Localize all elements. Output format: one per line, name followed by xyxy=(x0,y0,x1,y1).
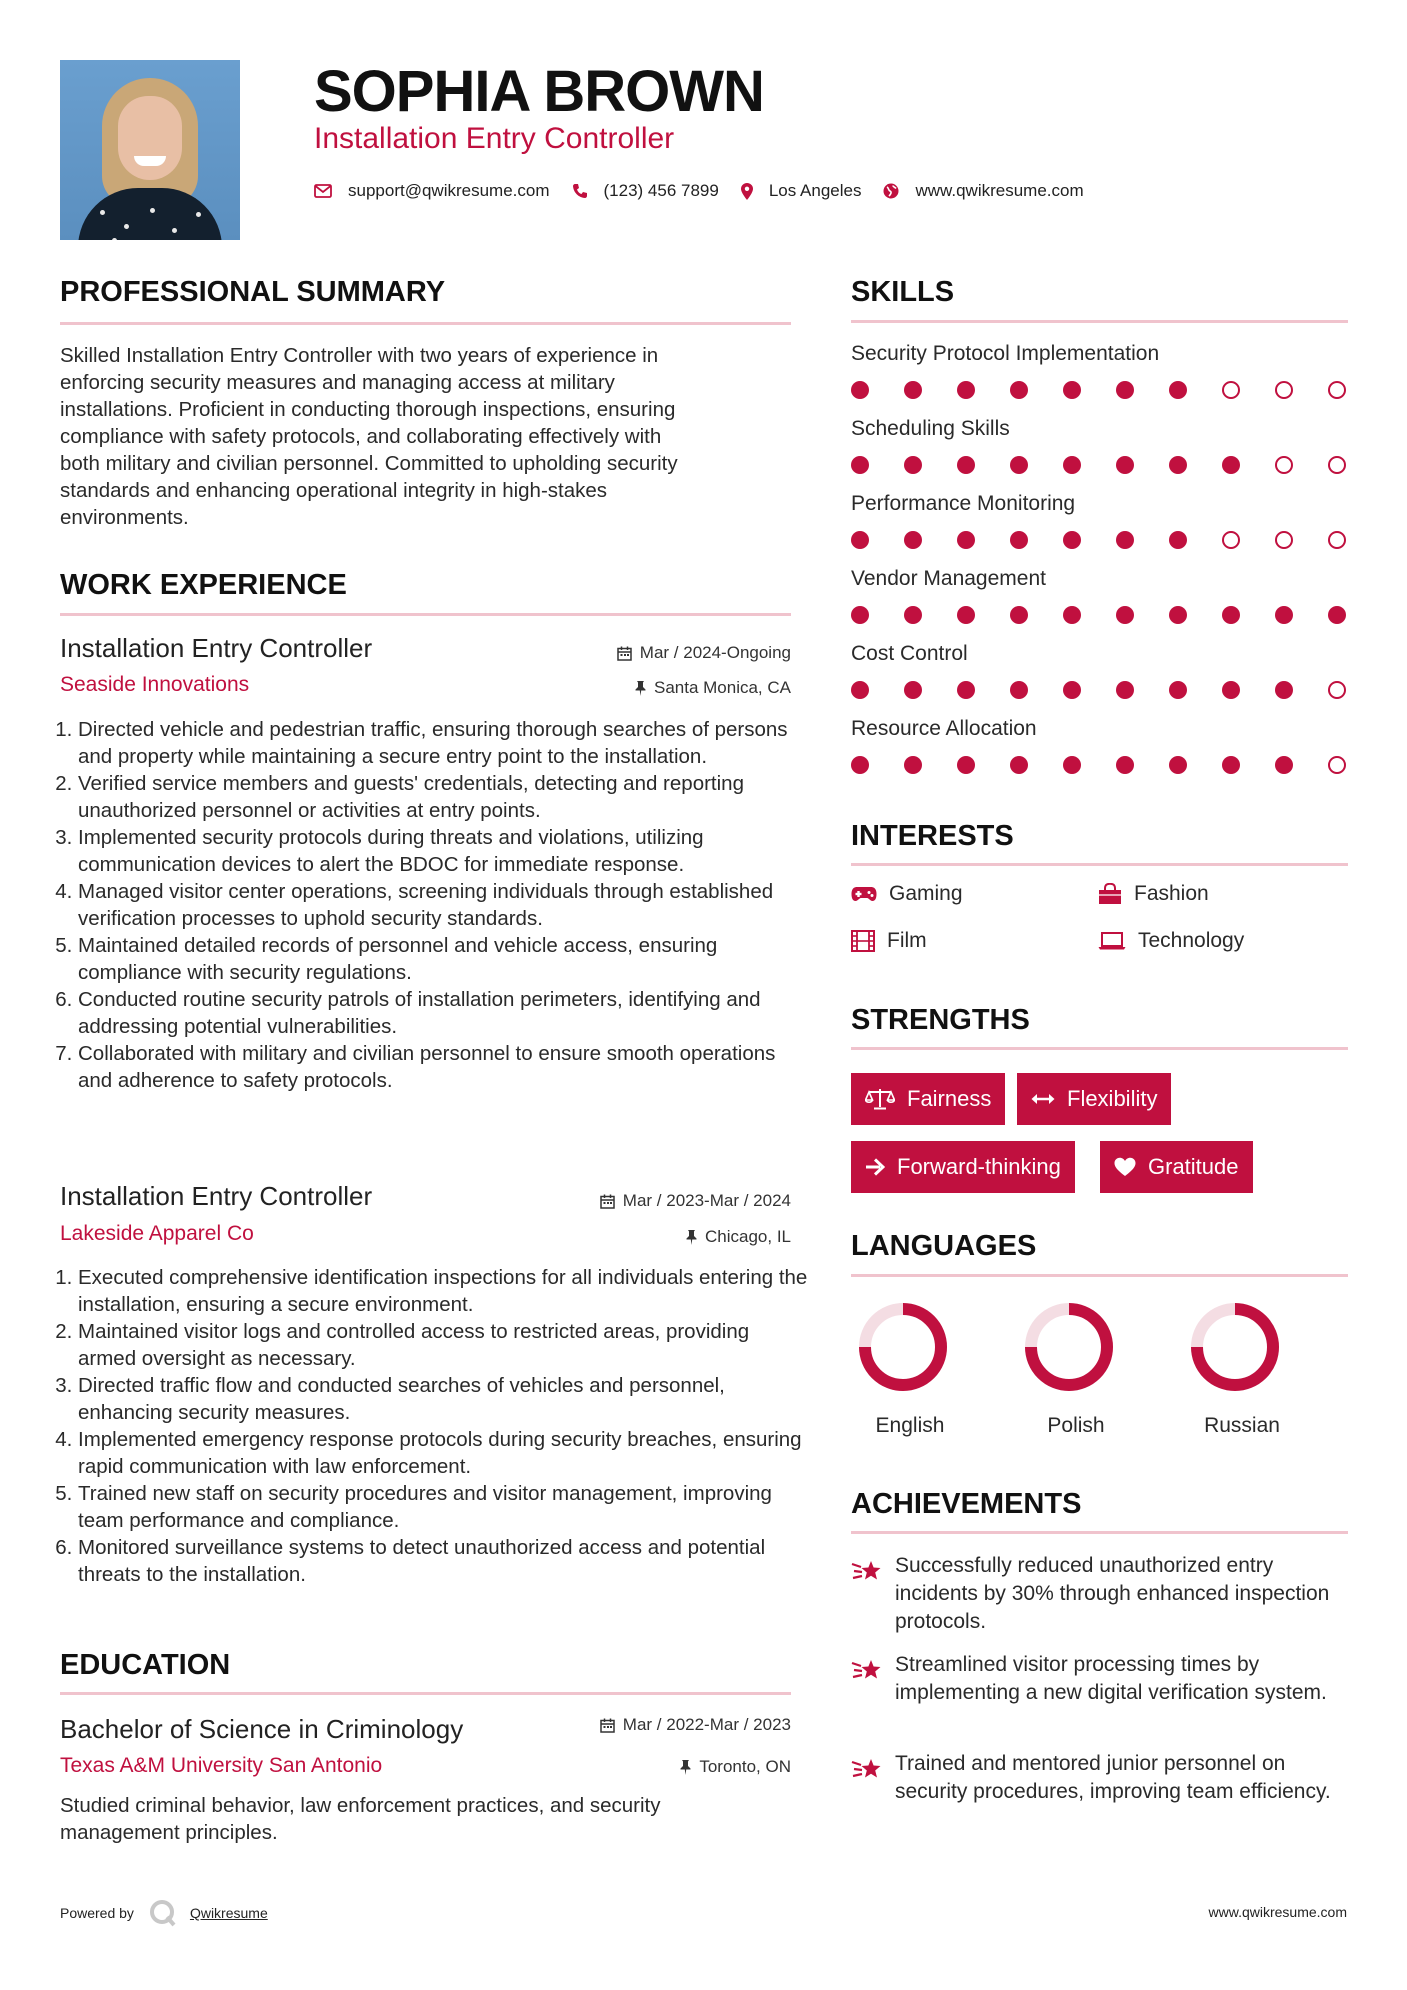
skill-dot-empty xyxy=(1328,381,1346,399)
list-item: 3. Directed traffic flow and conducted searches of vehicles and personnel, enhancing security measures. xyxy=(78,1372,808,1426)
job-title: Installation Entry Controller xyxy=(60,1181,373,1211)
language-ring-polish xyxy=(1024,1302,1114,1392)
calendar-icon xyxy=(617,646,632,661)
education-heading: EDUCATION xyxy=(60,1649,231,1681)
skill-dot-filled xyxy=(904,531,922,549)
languages-divider xyxy=(851,1274,1348,1277)
achievements-divider xyxy=(851,1531,1348,1534)
skill-dot-filled xyxy=(1222,681,1240,699)
interest-label: Fashion xyxy=(1134,882,1209,905)
skill-dot-empty xyxy=(1328,756,1346,774)
education-dates: Mar / 2022-Mar / 2023 xyxy=(480,1715,791,1735)
skill-name: Resource Allocation xyxy=(851,717,1037,740)
qwikresume-logo-icon xyxy=(148,1898,178,1928)
skill-dot-filled xyxy=(1222,456,1240,474)
strength-badge-forward-thinking xyxy=(851,1141,1075,1193)
education-description: Studied criminal behavior, law enforcement practices, and security management principles. xyxy=(60,1794,661,1844)
skill-dot-empty xyxy=(1275,456,1293,474)
skills-heading: SKILLS xyxy=(851,276,955,308)
skill-dot-filled xyxy=(1328,606,1346,624)
list-item: 4. Implemented emergency response protocols during security breaches, ensuring rapid communication with law enforcement. xyxy=(78,1426,808,1480)
list-item: 1. Directed vehicle and pedestrian traffic, ensuring thorough searches of persons and property while maintaining a secure entry point to the installation. xyxy=(78,716,808,770)
powered-by-text: Powered by xyxy=(60,1905,134,1921)
qwikresume-link[interactable]: Qwikresume xyxy=(189,1905,268,1921)
phone-text: (123) 456 7899 xyxy=(603,181,719,200)
skill-dot-filled xyxy=(1116,381,1134,399)
job-dates: Mar / 2024-Ongoing xyxy=(500,643,791,663)
achievements-heading: ACHIEVEMENTS xyxy=(851,1488,1082,1520)
contact-email[interactable] xyxy=(314,181,550,201)
interest-item-technology xyxy=(1098,929,1244,953)
skills-divider xyxy=(851,320,1348,323)
summary-heading: PROFESSIONAL SUMMARY xyxy=(60,276,446,308)
job-location: Santa Monica, CA xyxy=(500,678,791,698)
map-pin-icon xyxy=(741,183,753,200)
arrows-horizontal-icon xyxy=(1031,1092,1055,1106)
list-item: 3. Implemented security protocols during threats and violations, utilizing communication devices to alert the BDOC for immediate response. xyxy=(78,824,808,878)
skill-dot-filled xyxy=(1063,381,1081,399)
film-icon xyxy=(851,930,875,952)
skill-dot-filled xyxy=(1010,681,1028,699)
skill-dot-filled xyxy=(957,681,975,699)
skill-dot-empty xyxy=(1222,531,1240,549)
heart-icon xyxy=(1114,1157,1136,1177)
globe-icon xyxy=(883,183,899,199)
language-ring-english xyxy=(858,1302,948,1392)
calendar-icon xyxy=(600,1194,615,1209)
skill-dot-empty xyxy=(1222,381,1240,399)
achievement-item xyxy=(851,1651,1351,1741)
candidate-title: Installation Entry Controller xyxy=(314,122,675,155)
arrow-right-icon xyxy=(865,1158,885,1176)
laptop-icon xyxy=(1098,932,1126,950)
skill-name: Security Protocol Implementation xyxy=(851,342,1160,365)
achievement-text: Successfully reduced unauthorized entry incidents by 30% through enhanced inspection protocols. xyxy=(895,1554,1330,1633)
skill-dot-filled xyxy=(957,756,975,774)
interest-label: Film xyxy=(887,929,927,952)
job-company: Seaside Innovations xyxy=(60,673,250,696)
footer-powered-by xyxy=(60,1898,268,1928)
skill-dot-filled xyxy=(904,606,922,624)
skill-dot-filled xyxy=(904,681,922,699)
skill-dot-filled xyxy=(851,531,869,549)
skill-dot-filled xyxy=(1116,531,1134,549)
skill-dot-filled xyxy=(1169,381,1187,399)
strength-label: Forward-thinking xyxy=(897,1154,1061,1179)
summary-divider xyxy=(60,322,791,325)
degree-title: Bachelor of Science in Criminology xyxy=(60,1714,464,1744)
pushpin-icon xyxy=(635,681,646,696)
shooting-star-icon xyxy=(851,1558,885,1586)
skill-dot-empty xyxy=(1328,531,1346,549)
contact-website[interactable] xyxy=(883,181,1083,201)
strengths-divider xyxy=(851,1047,1348,1050)
skill-dot-empty xyxy=(1328,681,1346,699)
achievement-text: Trained and mentored junior personnel on security procedures, improving team efficiency. xyxy=(895,1752,1331,1803)
language-ring-russian xyxy=(1190,1302,1280,1392)
skill-dot-filled xyxy=(1116,756,1134,774)
skill-dot-filled xyxy=(1010,756,1028,774)
skill-dot-filled xyxy=(851,756,869,774)
experience-heading: WORK EXPERIENCE xyxy=(60,569,347,601)
achievement-text: Streamlined visitor processing times by implementing a new digital verification system. xyxy=(895,1653,1327,1704)
interest-item-gaming xyxy=(851,882,963,906)
skill-dot-filled xyxy=(1169,756,1187,774)
skill-dot-filled xyxy=(1116,456,1134,474)
gamepad-icon xyxy=(851,886,877,902)
list-item: 5. Trained new staff on security procedures and visitor management, improving team performance and compliance. xyxy=(78,1480,808,1534)
skill-name: Scheduling Skills xyxy=(851,417,1010,440)
contact-location xyxy=(741,181,862,201)
skill-name: Vendor Management xyxy=(851,567,1046,590)
skill-dot-filled xyxy=(1063,456,1081,474)
interest-label: Technology xyxy=(1138,929,1245,952)
contact-row xyxy=(314,178,1106,204)
skill-dot-filled xyxy=(1116,606,1134,624)
location-text: Los Angeles xyxy=(768,181,862,200)
skill-dot-filled xyxy=(1063,756,1081,774)
summary-text: Skilled Installation Entry Controller with two years of experience in enforcing security measures and managing access at military installations. Proficient in conducting thorough inspections, ensuring compliance with safety protocols, and collaborating effectively with both military and civilian personnel. Committed to upholding security standards and enhancing operational integrity in high-stakes environments. xyxy=(60,344,678,529)
skill-dot-filled xyxy=(904,381,922,399)
interest-item-fashion xyxy=(1098,882,1209,906)
strength-label: Gratitude xyxy=(1148,1154,1239,1179)
strength-badge-fairness xyxy=(851,1073,1005,1125)
skill-dot-filled xyxy=(851,381,869,399)
interest-label: Gaming xyxy=(889,882,963,905)
list-item: 6. Conducted routine security patrols of installation perimeters, identifying and addressing potential vulnerabilities. xyxy=(78,986,808,1040)
skill-dot-empty xyxy=(1328,456,1346,474)
list-item: 2. Verified service members and guests' credentials, detecting and reporting unauthorized personnel or activities at entry points. xyxy=(78,770,808,824)
skill-dot-filled xyxy=(1169,681,1187,699)
skill-dot-filled xyxy=(1010,456,1028,474)
interest-item-film xyxy=(851,929,927,953)
education-divider xyxy=(60,1692,791,1695)
job-title: Installation Entry Controller xyxy=(60,633,373,663)
skill-dot-filled xyxy=(851,606,869,624)
skill-name: Performance Monitoring xyxy=(851,492,1076,515)
strength-label: Fairness xyxy=(907,1086,992,1111)
skill-dot-filled xyxy=(851,456,869,474)
list-item: 4. Managed visitor center operations, screening individuals through established verification processes to uphold security standards. xyxy=(78,878,808,932)
shooting-star-icon xyxy=(851,1657,885,1685)
skill-dot-filled xyxy=(1116,681,1134,699)
skill-dot-filled xyxy=(1169,606,1187,624)
job-duties-list xyxy=(60,716,808,1094)
list-item: 6. Monitored surveillance systems to detect unauthorized access and potential threats to the installation. xyxy=(78,1534,808,1588)
list-item: 2. Maintained visitor logs and controlled access to restricted areas, providing armed oversight as necessary. xyxy=(78,1318,808,1372)
strength-badge-gratitude xyxy=(1100,1141,1253,1193)
shopping-bag-icon xyxy=(1098,883,1122,905)
job-company: Lakeside Apparel Co xyxy=(60,1222,254,1245)
skill-dot-filled xyxy=(957,606,975,624)
skill-dot-filled xyxy=(1063,606,1081,624)
skill-dot-empty xyxy=(1275,381,1293,399)
skill-dot-filled xyxy=(957,456,975,474)
job-dates: Mar / 2023-Mar / 2024 xyxy=(480,1191,791,1211)
envelope-icon xyxy=(314,184,332,198)
strengths-heading: STRENGTHS xyxy=(851,1004,1030,1036)
contact-phone[interactable] xyxy=(572,181,719,201)
footer-website[interactable]: www.qwikresume.com xyxy=(1208,1904,1347,1920)
skill-dot-filled xyxy=(957,381,975,399)
skill-dot-filled xyxy=(1222,756,1240,774)
skill-dot-filled xyxy=(1222,606,1240,624)
job-duties-list xyxy=(60,1264,808,1588)
languages-heading: LANGUAGES xyxy=(851,1230,1037,1262)
skill-dot-filled xyxy=(1063,531,1081,549)
achievement-item xyxy=(851,1750,1351,1840)
interests-divider xyxy=(851,863,1348,866)
email-text: support@qwikresume.com xyxy=(348,181,550,200)
skill-dot-filled xyxy=(904,756,922,774)
candidate-name: SOPHIA BROWN xyxy=(314,59,764,124)
skill-dot-filled xyxy=(851,681,869,699)
pushpin-icon xyxy=(686,1230,697,1245)
skill-dot-filled xyxy=(1063,681,1081,699)
skill-dot-filled xyxy=(1010,531,1028,549)
list-item: 7. Collaborated with military and civilian personnel to ensure smooth operations and adherence to safety protocols. xyxy=(78,1040,808,1094)
skill-name: Cost Control xyxy=(851,642,968,665)
skill-dot-filled xyxy=(1010,381,1028,399)
strength-label: Flexibility xyxy=(1067,1086,1158,1111)
strength-badge-flexibility xyxy=(1017,1073,1171,1125)
language-name: Russian xyxy=(1204,1414,1280,1437)
achievement-item xyxy=(851,1552,1351,1642)
balance-scale-icon xyxy=(865,1088,895,1110)
language-name: Polish xyxy=(1047,1414,1105,1437)
list-item: 1. Executed comprehensive identification inspections for all individuals entering the installation, ensuring a secure environment. xyxy=(78,1264,808,1318)
skill-dot-filled xyxy=(1275,756,1293,774)
skill-dot-filled xyxy=(957,531,975,549)
profile-photo xyxy=(60,60,240,240)
interests-heading: INTERESTS xyxy=(851,820,1014,852)
skill-dot-filled xyxy=(904,456,922,474)
phone-icon xyxy=(572,183,588,199)
school-name: Texas A&M University San Antonio xyxy=(60,1754,383,1777)
shooting-star-icon xyxy=(851,1756,885,1784)
language-name: English xyxy=(875,1414,945,1437)
list-item: 5. Maintained detailed records of personnel and vehicle access, ensuring compliance with security regulations. xyxy=(78,932,808,986)
job-location: Chicago, IL xyxy=(500,1227,791,1247)
skill-dot-filled xyxy=(1275,681,1293,699)
skill-dot-empty xyxy=(1275,531,1293,549)
skill-dot-filled xyxy=(1169,456,1187,474)
website-text: www.qwikresume.com xyxy=(915,181,1084,200)
experience-divider xyxy=(60,613,791,616)
skill-dot-filled xyxy=(1010,606,1028,624)
skill-dot-filled xyxy=(1169,531,1187,549)
calendar-icon xyxy=(600,1718,615,1733)
skill-dot-filled xyxy=(1275,606,1293,624)
pushpin-icon xyxy=(680,1760,691,1775)
education-location: Toronto, ON xyxy=(500,1757,791,1777)
